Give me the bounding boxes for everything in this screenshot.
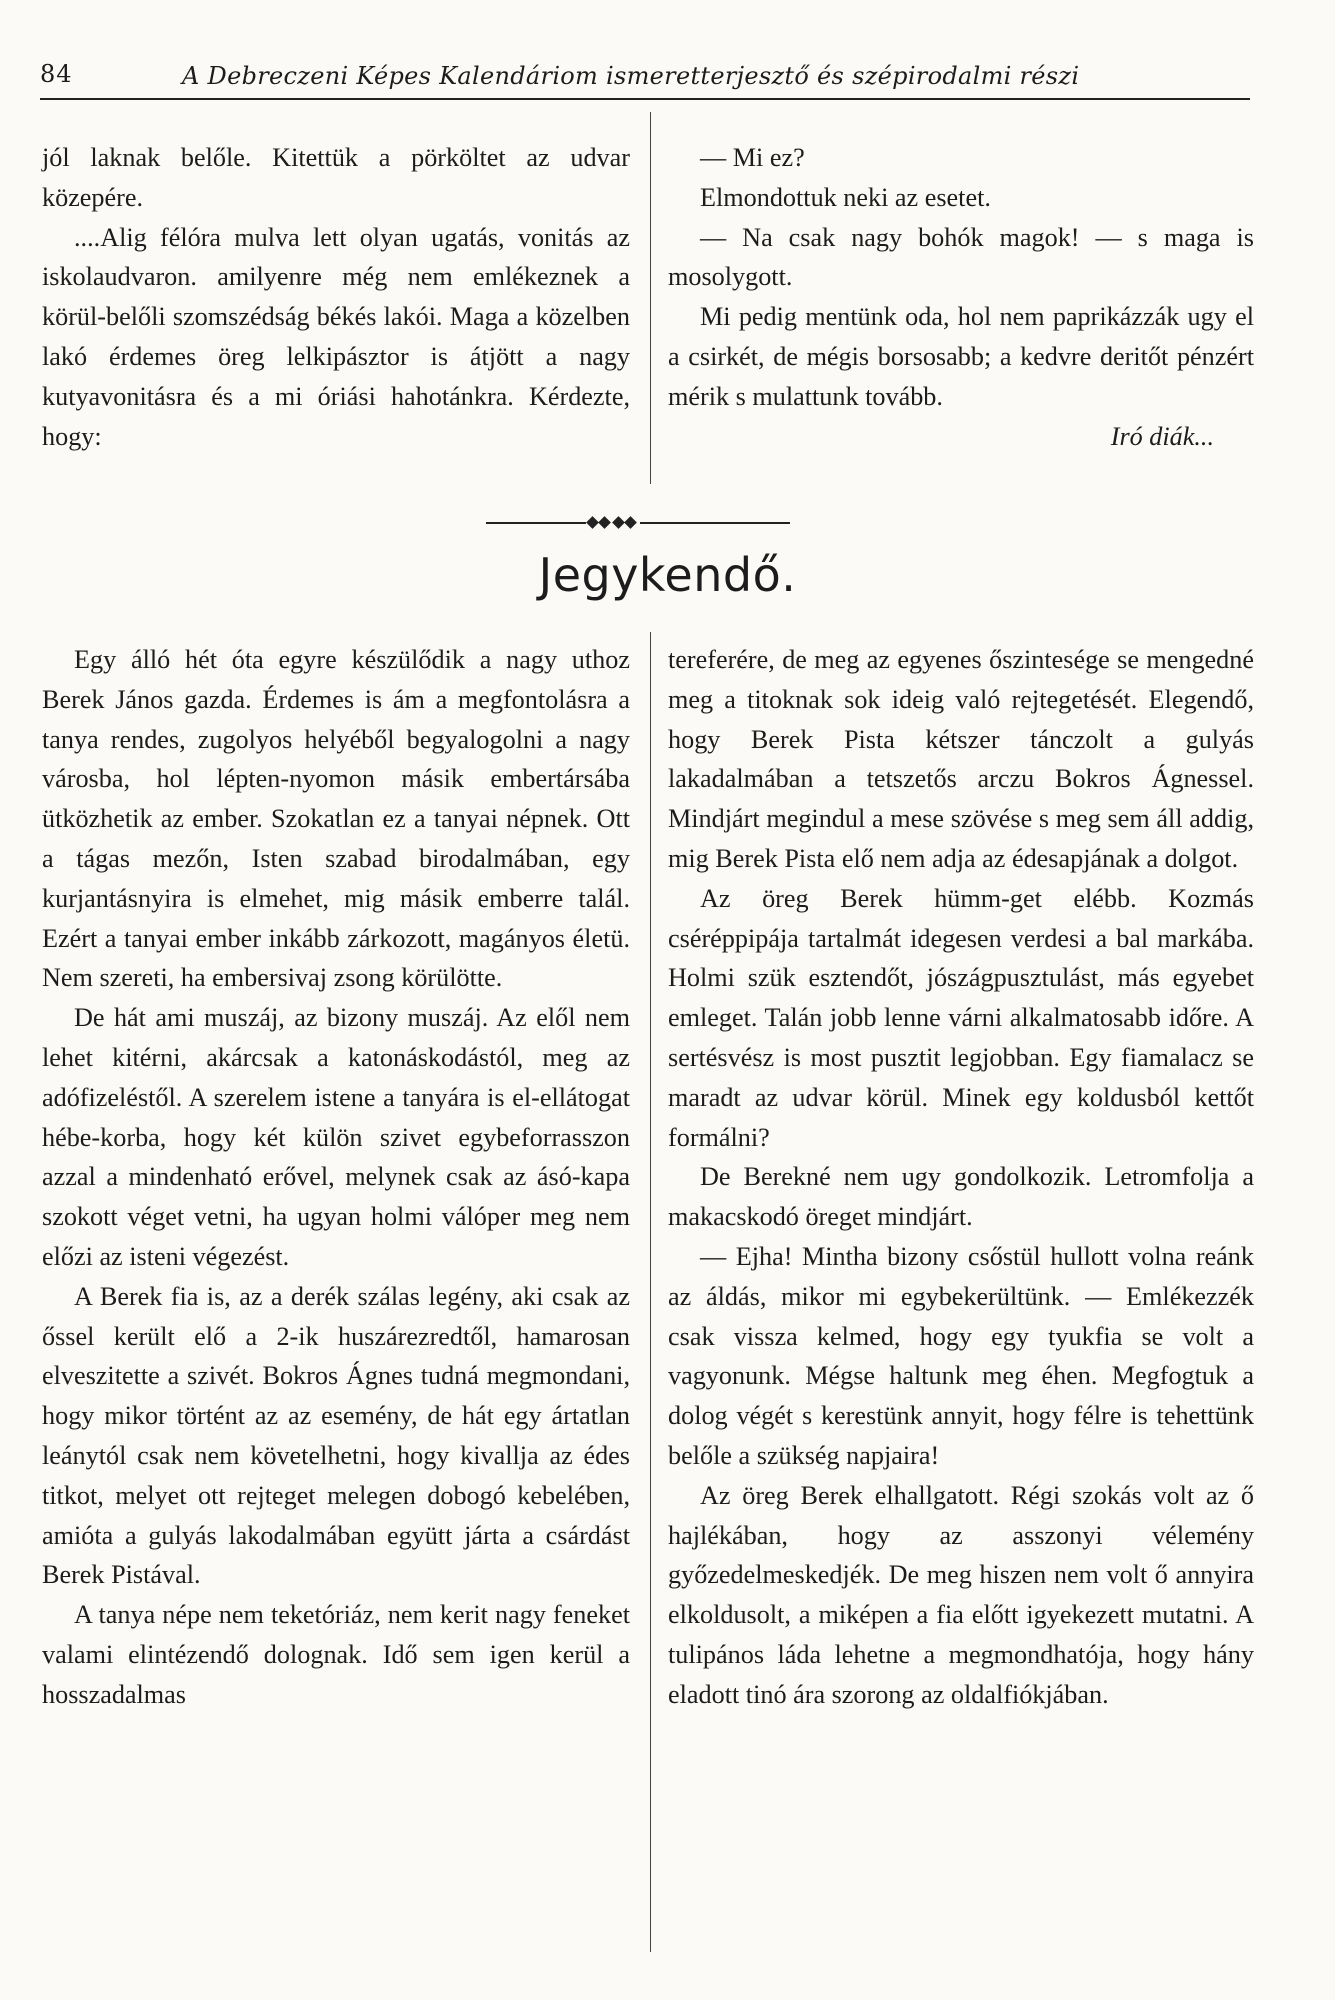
prev-article-right-column — [668, 138, 1254, 456]
page-number: 84 — [40, 60, 73, 88]
column-divider-top — [650, 112, 651, 484]
paragraph: Elmondottuk neki az esetet. — [700, 182, 991, 212]
paragraph: A Berek fia is, az a derék szálas legény, aki csak az őssel került elő a 2-ik huszárezredtől, hamarosan elveszitette a szivét. Bokros Ágnes tudná megmondani, hogy mikor történt az az esemény, de hát egy ártatlan leánytól csak nem követelhetni, hogy kivallja az édes titkot, melyet ott rejteget melegen dobogó kebelében, amióta a gulyás lakodalmában együtt járta a csárdást Berek Pistával. — [42, 1281, 630, 1590]
paragraph: — Na csak nagy bohók magok! — s maga is mosolygott. — [668, 222, 1254, 292]
ornament-line-right — [640, 522, 790, 524]
ornament-line-left — [486, 522, 586, 524]
signature: Iró diák... — [1110, 421, 1214, 451]
article-right-column — [668, 640, 1254, 1715]
column-divider-bottom — [650, 632, 651, 1952]
paragraph: jól laknak belőle. Kitettük a pörköltet az udvar közepére. — [42, 143, 630, 212]
paragraph: Az öreg Berek elhallgatott. Régi szokás volt az ő hajlékában, hogy az asszonyi vélemény győzedelmeskedjék. De meg hiszen nem volt ő annyira elkoldusolt, a miképen a fia előtt igyekezett mutatni. A tulipános láda lehetne a megmondhatója, hogy hány eladott tinó ára szorong az oldalfiókjában. — [668, 1480, 1254, 1709]
article-title: Jegykendő. — [538, 548, 797, 602]
header-rule — [40, 98, 1250, 100]
paragraph: A tanya népe nem teketóriáz, nem kerit nagy feneket valami elintézendő dolognak. Idő sem igen kerül a hosszadalmas — [42, 1600, 630, 1709]
article-left-column — [42, 640, 630, 1715]
paragraph: De Berekné nem ugy gondolkozik. Letromfolja a makacskodó öreget mindjárt. — [668, 1162, 1254, 1232]
ornament-diamond — [586, 516, 599, 529]
paragraph: — Mi ez? — [700, 143, 805, 172]
paragraph: Az öreg Berek hümm-get elébb. Kozmás cséréppipája tartalmát idegesen verdesi a bal markába. Holmi szük esztendőt, jószágpusztulást, más egyebet emleget. Talán jobb lenne várni alkalmatosabb időre. A sertésvész is most pusztit legjobban. Egy fiamalacz se maradt az udvar körül. Minek egy koldusból kettőt formálni? — [668, 883, 1254, 1152]
section-ornament — [486, 516, 796, 530]
paragraph: Egy álló hét óta egyre készülődik a nagy uthoz Berek János gazda. Érdemes is ám a megfontolásra a tanya rendes, zugolyos helyéből begyalogolni a nagy városba, hol lépten-nyomon másik embertársába ütközhetik az ember. Szokatlan ez a tanyai népnek. Ott a tágas mezőn, Isten szabad birodalmában, egy kurjantásnyira is elmehet, mig másik emberre talál. Ezért a tanyai ember inkább zárkozott, magányos életü. Nem szereti, ha embersivaj zsong körülötte. — [42, 645, 630, 993]
prev-article-left-column — [42, 138, 630, 456]
paragraph: tereferére, de meg az egyenes őszintesége se mengedné meg a titoknak sok ideig való rejtegetését. Elegendő, hogy Berek Pista kétszer tánczolt a gulyás lakadalmában a tetszetős arczu Bokros Ágnessel. Mindjárt megindul a mese szövése s meg sem áll addig, mig Berek Pista elő nem adja az édesapjának a dolgot. — [668, 645, 1254, 873]
ornament-diamond — [598, 516, 611, 529]
paragraph: — Ejha! Mintha bizony csőstül hullott volna reánk az áldás, mikor mi egybekerültünk. — Emlékezzék csak vissza kelmed, hogy egy tyukfia se volt a vagyonunk. Mégse haltunk meg éhen. Megfogtuk a dolog végét s kerestünk annyit, hogy félre is tehettünk belőle a szükség napjaira! — [668, 1241, 1254, 1470]
ornament-diamond — [612, 516, 625, 529]
running-title: A Debreczeni Képes Kalendáriom ismeretterjesztő és szépirodalmi részi — [182, 62, 1080, 90]
paragraph: ....Alig félóra mulva lett olyan ugatás, vonitás az iskolaudvaron. amilyenre még nem emlékeznek a körül-belőli szomszédság békés lakói. Maga a közelben lakó érdemes öreg lelkipásztor is átjött a nagy kutyavonitásra és a mi óriási hahotánkra. Kérdezte, hogy: — [42, 222, 630, 451]
page-header — [40, 58, 1250, 98]
paragraph: De hát ami muszáj, az bizony muszáj. Az elől nem lehet kitérni, akárcsak a katonáskodástól, meg az adófizeléstől. A szerelem istene a tanyára is el-ellátogat hébe-korba, hogy két külön szivet egybeforrasszon azzal a mindenható erővel, melynek csak az ásó-kapa szokott véget vetni, ha ugyan holmi válóper meg nem előzi az isteni végezést. — [42, 1003, 630, 1271]
paragraph: Mi pedig mentünk oda, hol nem paprikázzák ugy el a csirkét, de mégis borsosabb; a kedvre deritőt pénzért mérik s mulattunk tovább. — [668, 302, 1254, 411]
ornament-diamond — [624, 516, 637, 529]
